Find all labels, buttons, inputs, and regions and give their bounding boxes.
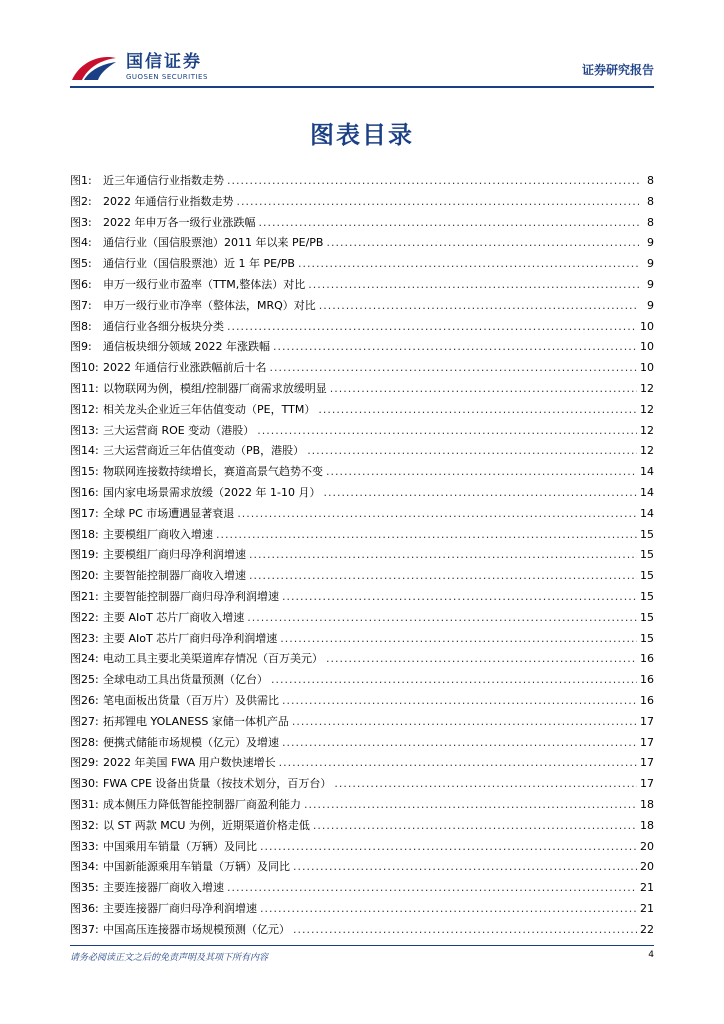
brand-name-en: GUOSEN SECURITIES [126, 73, 208, 81]
toc-page-number: 9 [647, 236, 654, 250]
toc-page-number: 12 [640, 381, 654, 395]
toc-figure-number: 图23: [70, 631, 99, 645]
toc-figure-number: 图37: [70, 922, 99, 936]
toc-figure-title: 中国新能源乘用车销量（万辆）及同比 [103, 860, 290, 874]
toc-leader-dots [307, 441, 637, 462]
toc-figure-title: 2022 年美国 FWA 用户数快速增长 [103, 756, 276, 770]
toc-figure-title: 中国高压连接器市场规模预测（亿元） [103, 922, 290, 936]
toc-entry[interactable] [70, 358, 654, 379]
toc-figure-title: 主要 AIoT 芯片厂商收入增速 [103, 610, 245, 624]
toc-figure-title: 通信板块细分领域 2022 年涨跌幅 [103, 340, 270, 354]
toc-figure-title: 便携式储能市场规模（亿元）及增速 [103, 735, 279, 749]
toc-page-number: 15 [640, 548, 654, 562]
toc-page-number: 14 [640, 485, 654, 499]
toc-figure-number: 图8: [70, 319, 92, 333]
toc-page-number: 17 [640, 714, 654, 728]
toc-page-number: 10 [640, 319, 654, 333]
toc-figure-number: 图6: [70, 277, 92, 291]
guosen-logo-icon [70, 52, 118, 84]
toc-entry[interactable] [70, 899, 654, 920]
toc-leader-dots [271, 670, 637, 691]
toc-page-number: 16 [640, 673, 654, 687]
toc-leader-dots [259, 213, 640, 234]
toc-figure-number: 图28: [70, 735, 99, 749]
toc-leader-dots [326, 649, 637, 670]
toc-figure-number: 图16: [70, 485, 99, 499]
toc-page-number: 8 [647, 174, 654, 187]
toc-leader-dots [293, 857, 637, 878]
toc-figure-title: 主要模组厂商收入增速 [103, 527, 213, 541]
toc-entry[interactable] [70, 213, 654, 234]
toc-figure-number: 图32: [70, 818, 99, 832]
toc-entry[interactable] [70, 629, 654, 650]
toc-page-number: 21 [640, 881, 654, 895]
toc-page-number: 9 [647, 277, 654, 291]
toc-figure-number: 图30: [70, 777, 99, 791]
toc-leader-dots [326, 233, 639, 254]
toc-figure-title: 成本侧压力降低智能控制器厂商盈利能力 [103, 797, 301, 811]
toc-entry[interactable] [70, 816, 654, 837]
toc-page-number: 18 [640, 797, 654, 811]
toc-figure-title: 2022 年申万各一级行业涨跌幅 [103, 215, 256, 229]
toc-page-number: 8 [647, 215, 654, 229]
toc-figure-title: 申万一级行业市盈率（TTM,整体法）对比 [103, 277, 306, 291]
page-title: 图表目录 [310, 121, 414, 149]
toc-entry[interactable] [70, 753, 654, 774]
toc-figure-title: 三大运营商近三年估值变动（PB，港股） [103, 444, 305, 458]
toc-leader-dots [260, 899, 637, 920]
toc-page-number: 14 [640, 465, 654, 479]
toc-page-number: 17 [640, 735, 654, 749]
toc-figure-number: 图13: [70, 423, 99, 437]
toc-leader-dots [293, 920, 637, 941]
toc-figure-title: 通信行业各细分板块分类 [103, 319, 224, 333]
page-number: 4 [648, 950, 654, 960]
toc-figure-title: 拓邦锂电 YOLANESS 家储一体机产品 [103, 714, 289, 728]
toc-leader-dots [257, 421, 637, 442]
header-divider [70, 86, 654, 88]
toc-page-number: 14 [640, 506, 654, 520]
toc-figure-number: 图27: [70, 714, 99, 728]
toc-figure-title: 物联网连接数持续增长，赛道高景气趋势不变 [103, 465, 323, 479]
toc-figure-number: 图9: [70, 340, 92, 354]
toc-leader-dots [249, 545, 637, 566]
toc-entry[interactable] [70, 483, 654, 504]
toc-leader-dots [279, 753, 637, 774]
toc-figure-number: 图4: [70, 236, 92, 250]
toc-entry[interactable] [70, 733, 654, 754]
toc-figure-number: 图35: [70, 881, 99, 895]
toc-leader-dots [292, 712, 637, 733]
toc-leader-dots [334, 774, 637, 795]
toc-entry[interactable] [70, 192, 654, 213]
toc-entry[interactable] [70, 545, 654, 566]
footer-disclaimer: 请务必阅读正文之后的免责声明及其项下所有内容 [70, 953, 269, 963]
toc-page-number: 22 [640, 922, 654, 936]
toc-leader-dots [313, 816, 637, 837]
toc-entry[interactable] [70, 296, 654, 317]
figure-list [70, 171, 654, 940]
toc-figure-number: 图2: [70, 194, 92, 208]
toc-figure-number: 图11: [70, 381, 99, 395]
toc-entry[interactable] [70, 317, 654, 338]
toc-figure-number: 图20: [70, 569, 99, 583]
toc-leader-dots [282, 733, 637, 754]
toc-page-number: 15 [640, 527, 654, 541]
toc-page-number: 12 [640, 402, 654, 416]
toc-leader-dots [273, 337, 637, 358]
toc-leader-dots [227, 171, 639, 192]
toc-figure-title: FWA CPE 设备出货量（按技术划分，百万台） [103, 777, 332, 791]
toc-page-number: 17 [640, 756, 654, 770]
toc-figure-number: 图1: [70, 174, 92, 187]
toc-figure-number: 图22: [70, 610, 99, 624]
toc-entry[interactable] [70, 670, 654, 691]
toc-page-number: 18 [640, 818, 654, 832]
toc-page-number: 21 [640, 901, 654, 915]
toc-figure-number: 图33: [70, 839, 99, 853]
toc-figure-title: 申万一级行业市净率（整体法，MRQ）对比 [103, 298, 316, 312]
brand-name [126, 52, 208, 82]
toc-figure-number: 图18: [70, 527, 99, 541]
toc-figure-number: 图3: [70, 215, 92, 229]
toc-entry[interactable] [70, 608, 654, 629]
toc-figure-title: 主要智能控制器厂商归母净利润增速 [103, 589, 279, 603]
toc-leader-dots [227, 317, 637, 338]
toc-page-number: 20 [640, 839, 654, 853]
page-header [70, 46, 654, 86]
toc-entry[interactable] [70, 233, 654, 254]
toc-leader-dots [326, 462, 637, 483]
toc-figure-number: 图7: [70, 298, 92, 312]
toc-page-number: 9 [647, 257, 654, 271]
toc-entry[interactable] [70, 400, 654, 421]
toc-figure-number: 图12: [70, 402, 99, 416]
toc-leader-dots [323, 483, 637, 504]
toc-figure-title: 2022 年通信行业涨跌幅前后十名 [103, 361, 267, 375]
toc-entry[interactable] [70, 691, 654, 712]
toc-page-number: 10 [640, 340, 654, 354]
toc-entry[interactable] [70, 649, 654, 670]
toc-figure-number: 图25: [70, 673, 99, 687]
toc-figure-title: 主要模组厂商归母净利润增速 [103, 548, 246, 562]
toc-figure-number: 图21: [70, 589, 99, 603]
toc-entry[interactable] [70, 337, 654, 358]
toc-leader-dots [237, 192, 640, 213]
toc-entry[interactable] [70, 857, 654, 878]
toc-figure-number: 图17: [70, 506, 99, 520]
toc-leader-dots [270, 358, 638, 379]
toc-entry[interactable] [70, 587, 654, 608]
toc-figure-number: 图14: [70, 444, 99, 458]
toc-entry[interactable] [70, 712, 654, 733]
toc-entry[interactable] [70, 795, 654, 816]
toc-entry[interactable] [70, 275, 654, 296]
toc-page-number: 15 [640, 610, 654, 624]
toc-page-number: 15 [640, 569, 654, 583]
toc-page-number: 12 [640, 423, 654, 437]
toc-entry[interactable] [70, 837, 654, 858]
toc-page-number: 20 [640, 860, 654, 874]
toc-page-number: 17 [640, 777, 654, 791]
toc-leader-dots [282, 691, 637, 712]
toc-figure-number: 图26: [70, 693, 99, 707]
toc-figure-title: 三大运营商 ROE 变动（港股） [103, 423, 255, 437]
toc-page-number: 10 [640, 361, 654, 375]
toc-leader-dots [237, 504, 637, 525]
toc-figure-title: 笔电面板出货量（百万片）及供需比 [103, 693, 279, 707]
toc-figure-title: 通信行业（国信股票池）近 1 年 PE/PB [103, 257, 295, 271]
toc-figure-number: 图15: [70, 465, 99, 479]
toc-leader-dots [318, 400, 637, 421]
toc-entry[interactable] [70, 421, 654, 442]
toc-page-number: 16 [640, 693, 654, 707]
toc-leader-dots [280, 629, 637, 650]
toc-leader-dots [308, 275, 639, 296]
toc-entry[interactable] [70, 878, 654, 899]
toc-entry[interactable] [70, 441, 654, 462]
toc-entry[interactable] [70, 920, 654, 941]
toc-figure-number: 图36: [70, 901, 99, 915]
toc-page-number: 15 [640, 631, 654, 645]
footer-divider [70, 945, 654, 946]
toc-entry[interactable] [70, 462, 654, 483]
toc-leader-dots [319, 296, 639, 317]
toc-figure-number: 图24: [70, 652, 99, 666]
toc-entry[interactable] [70, 171, 654, 192]
toc-figure-title: 主要智能控制器厂商收入增速 [103, 569, 246, 583]
toc-page-number: 8 [647, 194, 654, 208]
toc-figure-title: 全球电动工具出货量预测（亿台） [103, 673, 268, 687]
toc-figure-title: 通信行业（国信股票池）2011 年以来 PE/PB [103, 236, 324, 250]
toc-figure-title: 近三年通信行业指数走势 [103, 174, 224, 187]
toc-figure-title: 国内家电场景需求放缓（2022 年 1-10 月） [103, 485, 321, 499]
toc-figure-title: 全球 PC 市场遭遇显著衰退 [103, 506, 235, 520]
toc-figure-number: 图31: [70, 797, 99, 811]
toc-leader-dots [227, 878, 637, 899]
toc-leader-dots [304, 795, 637, 816]
toc-entry[interactable] [70, 566, 654, 587]
toc-figure-title: 以物联网为例，模组/控制器厂商需求放缓明显 [103, 381, 327, 395]
toc-figure-title: 电动工具主要北美渠道库存情况（百万美元） [103, 652, 323, 666]
toc-leader-dots [249, 566, 637, 587]
toc-figure-title: 主要连接器厂商收入增速 [103, 881, 224, 895]
toc-leader-dots [260, 837, 637, 858]
toc-figure-number: 图19: [70, 548, 99, 562]
toc-page-number: 16 [640, 652, 654, 666]
toc-entry[interactable] [70, 379, 654, 400]
toc-figure-title: 2022 年通信行业指数走势 [103, 194, 234, 208]
toc-leader-dots [216, 525, 637, 546]
toc-figure-number: 图5: [70, 257, 92, 271]
toc-leader-dots [298, 254, 639, 275]
toc-page-number: 9 [647, 298, 654, 312]
brand-name-cn: 国信证券 [126, 52, 202, 72]
toc-entry[interactable] [70, 504, 654, 525]
toc-entry[interactable] [70, 254, 654, 275]
toc-figure-number: 图34: [70, 860, 99, 874]
toc-leader-dots [282, 587, 637, 608]
toc-figure-title: 主要 AIoT 芯片厂商归母净利润增速 [103, 631, 278, 645]
toc-figure-number: 图10: [70, 361, 99, 375]
report-type-label: 证券研究报告 [581, 63, 654, 77]
toc-figure-title: 中国乘用车销量（万辆）及同比 [103, 839, 257, 853]
toc-leader-dots [247, 608, 637, 629]
toc-entry[interactable] [70, 525, 654, 546]
toc-page-number: 15 [640, 589, 654, 603]
toc-entry[interactable] [70, 774, 654, 795]
toc-figure-number: 图29: [70, 756, 99, 770]
toc-leader-dots [330, 379, 637, 400]
toc-figure-title: 以 ST 两款 MCU 为例，近期渠道价格走低 [103, 818, 310, 832]
toc-figure-title: 相关龙头企业近三年估值变动（PE，TTM） [103, 402, 316, 416]
toc-figure-title: 主要连接器厂商归母净利润增速 [103, 901, 257, 915]
toc-page-number: 12 [640, 444, 654, 458]
